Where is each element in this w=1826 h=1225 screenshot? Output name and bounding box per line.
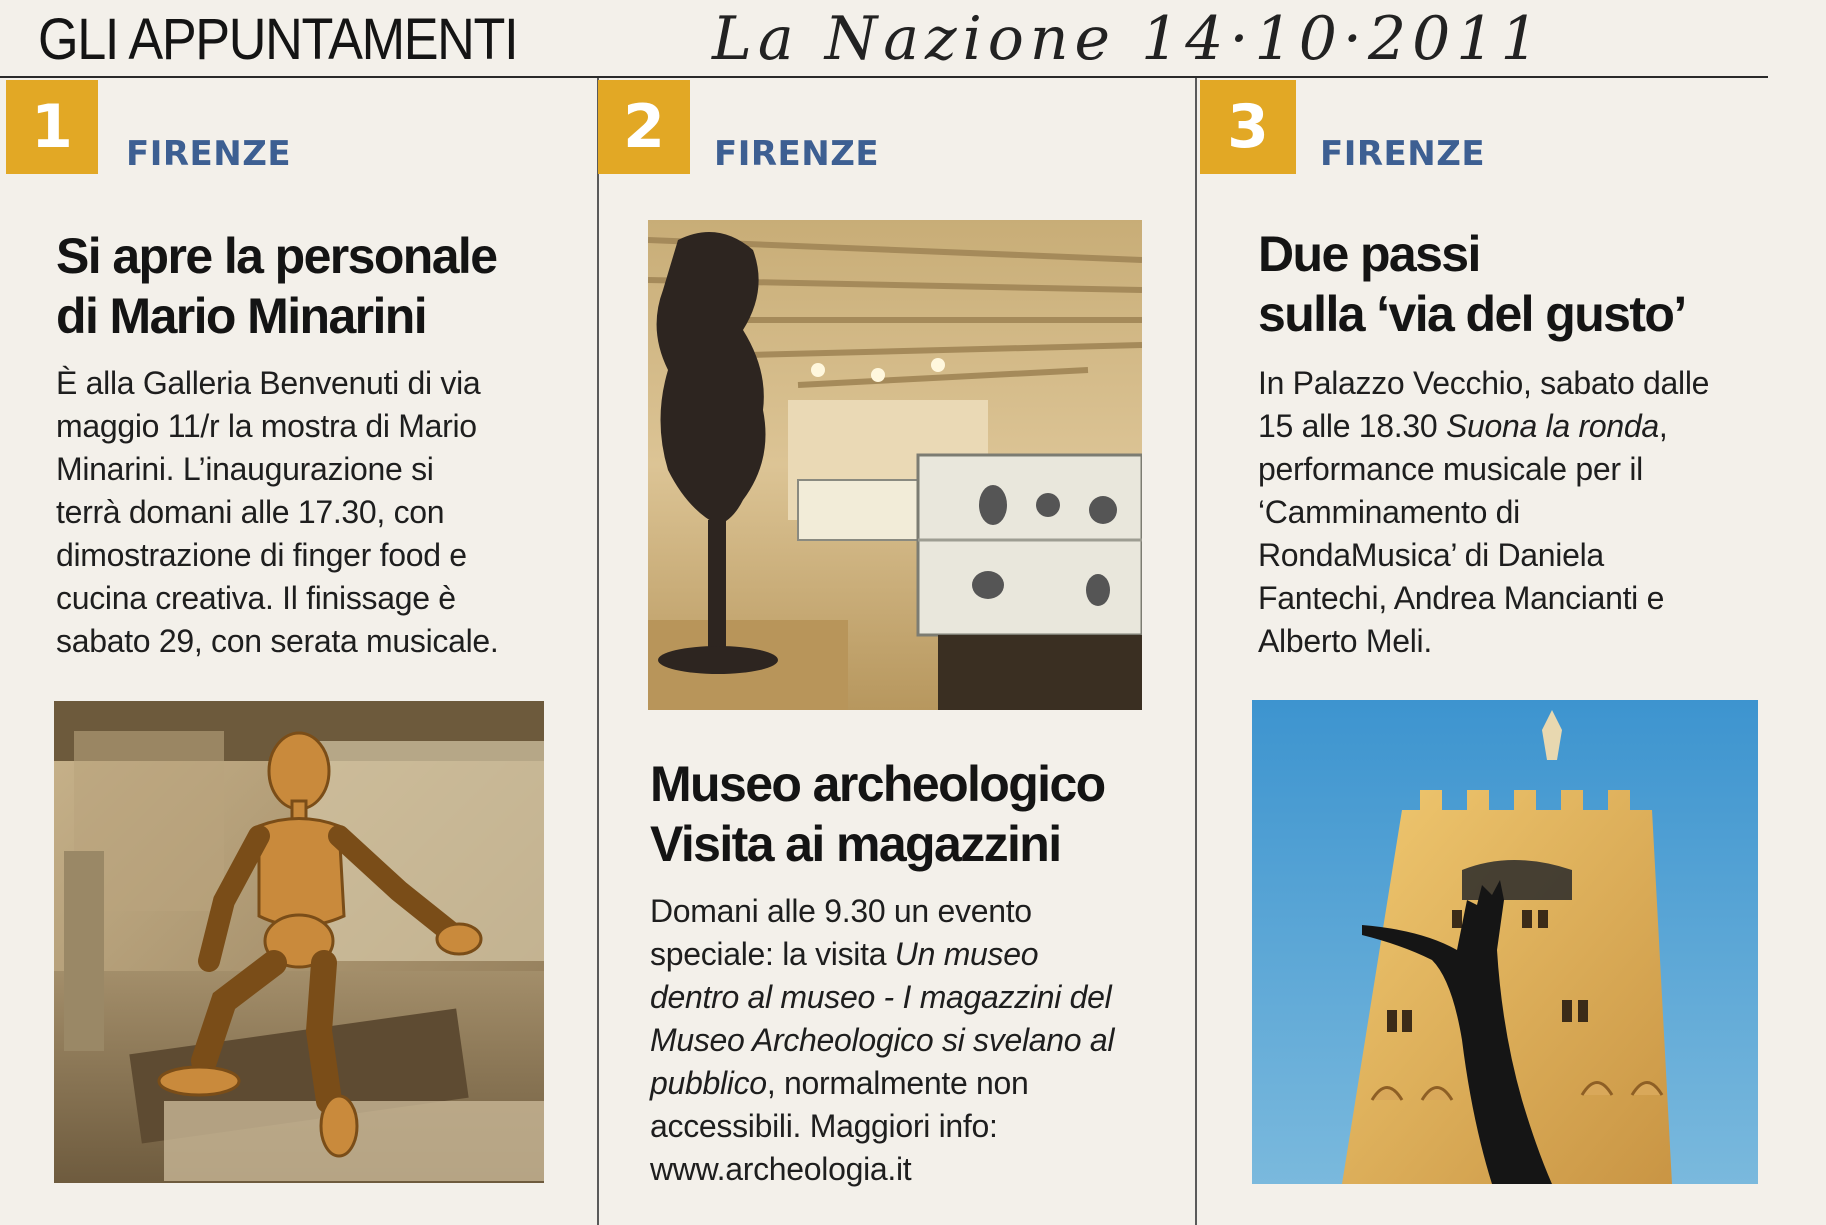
body-line: maggio 11/r la mostra di Mario xyxy=(56,408,477,444)
body-line: terrà domani alle 17.30, con xyxy=(56,494,445,530)
article-body xyxy=(650,890,1114,1191)
body-line: ‘Camminamento di xyxy=(1258,494,1520,530)
body-line: speciale: la visita Un museo xyxy=(650,936,1039,972)
article-city: FIRENZE xyxy=(1320,134,1486,174)
headline-line: Si apre la personale xyxy=(56,228,497,284)
body-line: Museo Archeologico si svelano al xyxy=(650,1022,1115,1058)
article-number-badge: 1 xyxy=(6,80,98,174)
article-headline xyxy=(650,754,1105,874)
body-line: dimostrazione di finger food e xyxy=(56,537,467,573)
article-number-badge: 2 xyxy=(598,80,690,174)
article-headline xyxy=(56,226,496,346)
body-line: dentro al museo - I magazzini del xyxy=(650,979,1112,1015)
body-link[interactable]: www.archeologia.it xyxy=(650,1151,912,1187)
handwritten-source-date: La Nazione 14·10·2011 xyxy=(712,4,1545,74)
body-line: Domani alle 9.30 un evento xyxy=(650,893,1032,929)
article-body xyxy=(56,362,499,663)
body-line: È alla Galleria Benvenuti di via xyxy=(56,365,481,401)
body-line: performance musicale per il xyxy=(1258,451,1643,487)
body-line: In Palazzo Vecchio, sabato dalle xyxy=(1258,365,1710,401)
headline-line: Due passi xyxy=(1258,226,1480,282)
article-3 xyxy=(1196,78,1768,1225)
body-line: Minarini. L’inaugurazione si xyxy=(56,451,434,487)
body-line: accessibili. Maggiori info: xyxy=(650,1108,998,1144)
article-1 xyxy=(0,78,598,1225)
article-body xyxy=(1258,362,1709,663)
headline-line: sulla ‘via del gusto’ xyxy=(1258,286,1686,342)
body-line: cucina creativa. Il finissage è xyxy=(56,580,456,616)
article-headline xyxy=(1258,224,1686,344)
palazzo-vecchio-tower-photo xyxy=(1252,700,1758,1184)
headline-line: Museo archeologico xyxy=(650,756,1105,812)
body-line: sabato 29, con serata musicale. xyxy=(56,623,499,659)
article-city: FIRENZE xyxy=(126,134,292,174)
headline-line: di Mario Minarini xyxy=(56,288,427,344)
body-line: pubblico, normalmente non xyxy=(650,1065,1029,1101)
clipping-header xyxy=(0,0,1826,80)
headline-line: Visita ai magazzini xyxy=(650,816,1061,872)
body-line: 15 alle 18.30 Suona la ronda, xyxy=(1258,408,1668,444)
museum-gallery-photo xyxy=(648,220,1142,710)
section-title: GLI APPUNTAMENTI xyxy=(38,7,518,72)
body-line: RondaMusica’ di Daniela xyxy=(1258,537,1604,573)
article-2 xyxy=(598,78,1196,1225)
article-city: FIRENZE xyxy=(714,134,880,174)
body-line: Fantechi, Andrea Mancianti e xyxy=(1258,580,1665,616)
article-number-badge: 3 xyxy=(1200,80,1296,174)
wooden-mannequin-photo xyxy=(54,701,544,1183)
body-line: Alberto Meli. xyxy=(1258,623,1432,659)
